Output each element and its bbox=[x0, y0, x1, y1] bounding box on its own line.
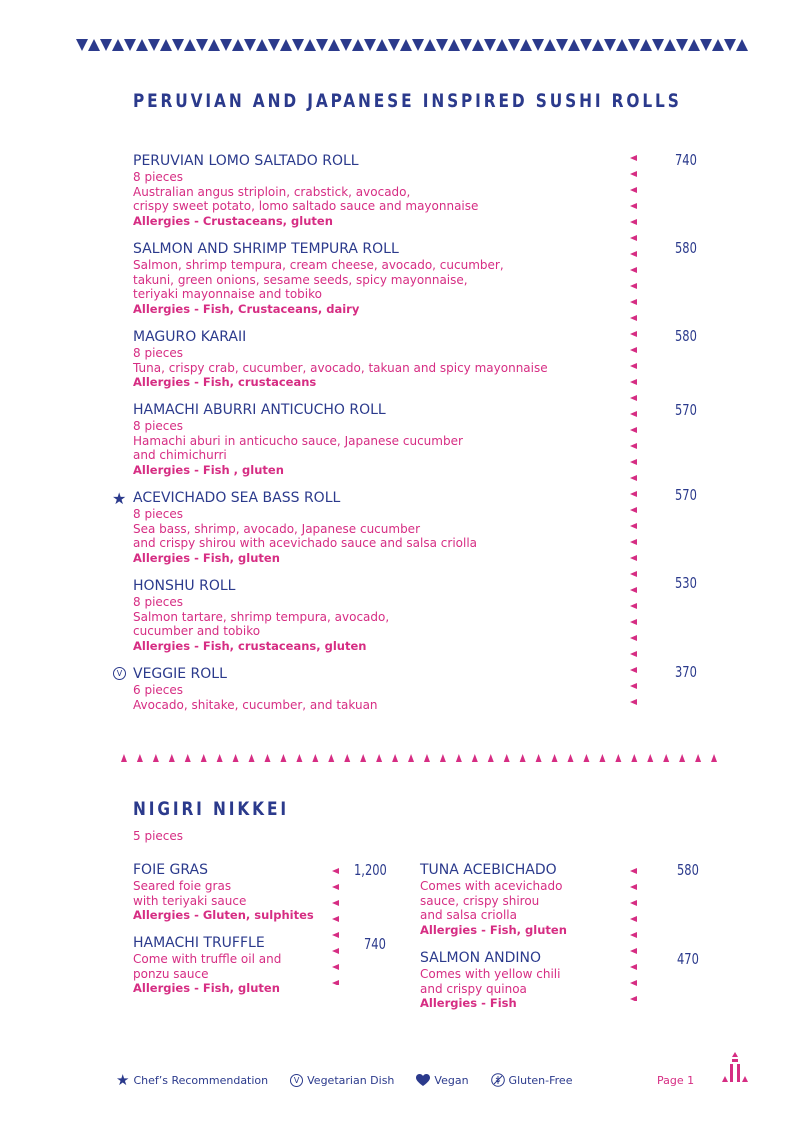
vegetarian-icon: V bbox=[290, 1074, 303, 1087]
top-decorative-border bbox=[76, 38, 748, 52]
item-price: 1,200 bbox=[354, 861, 387, 879]
item-desc: sauce, crispy shirou bbox=[420, 893, 540, 908]
item-name: HAMACHI ABURRI ANTICUCHO ROLL bbox=[133, 402, 386, 418]
brand-logo-icon bbox=[721, 1052, 749, 1084]
item-price: 740 bbox=[364, 935, 386, 953]
item-pieces: 6 pieces bbox=[133, 683, 184, 697]
section-title-nigiri: NIGIRI NIKKEI bbox=[133, 798, 289, 820]
item-name: SALMON ANDINO bbox=[420, 950, 541, 966]
section-title-rolls: PERUVIAN AND JAPANESE INSPIRED SUSHI ROLLS bbox=[133, 90, 682, 112]
item-price: 580 bbox=[675, 239, 697, 257]
item-desc: Tuna, crispy crab, cucumber, avocado, takuan and spicy mayonnaise bbox=[133, 360, 548, 375]
legend-chef bbox=[116, 1071, 268, 1089]
chef-recommendation-star-icon: ★ bbox=[112, 489, 127, 508]
item-name: MAGURO KARAII bbox=[133, 329, 247, 345]
item-desc: Avocado, shitake, cucumber, and takuan bbox=[133, 697, 378, 712]
decorative-arrow-column bbox=[629, 865, 639, 1001]
item-allergy: Allergies - Fish, crustaceans bbox=[133, 375, 317, 390]
item-name: PERUVIAN LOMO SALTADO ROLL bbox=[133, 153, 359, 169]
item-name: HONSHU ROLL bbox=[133, 578, 236, 594]
item-desc: Salmon tartare, shrimp tempura, avocado, bbox=[133, 609, 390, 624]
item-name: HAMACHI TRUFFLE bbox=[133, 935, 265, 951]
item-allergy: Allergies - Fish, gluten bbox=[420, 922, 567, 937]
item-name: TUNA ACEBICHADO bbox=[420, 862, 557, 878]
legend-label: Chef’s Recommendation bbox=[133, 1073, 269, 1087]
legend bbox=[116, 1071, 594, 1089]
item-desc: Seared foie gras bbox=[133, 879, 232, 893]
vegetarian-icon: V bbox=[113, 667, 126, 680]
menu-item bbox=[133, 152, 478, 228]
menu-item bbox=[133, 577, 389, 653]
item-name: ACEVICHADO SEA BASS ROLL bbox=[133, 490, 341, 506]
item-allergy: Allergies - Gluten, sulphites bbox=[133, 908, 314, 923]
menu-item bbox=[420, 949, 560, 1011]
menu-item bbox=[133, 240, 504, 316]
menu-item bbox=[133, 401, 463, 477]
decorative-arrow-column bbox=[629, 152, 639, 712]
legend-label: Vegetarian Dish bbox=[307, 1073, 395, 1087]
legend-gluten-free bbox=[491, 1073, 573, 1087]
item-desc: ponzu sauce bbox=[133, 966, 209, 981]
item-desc: Sea bass, shrimp, avocado, Japanese cucumber bbox=[133, 521, 420, 536]
item-desc: takuni, green onions, sesame seeds, spicy mayonnaise, bbox=[133, 272, 468, 287]
item-pieces: 8 pieces bbox=[133, 346, 184, 360]
item-pieces: 8 pieces bbox=[133, 595, 184, 609]
item-price: 580 bbox=[677, 861, 699, 879]
item-allergy: Allergies - Fish , gluten bbox=[133, 462, 284, 477]
item-price: 530 bbox=[675, 574, 697, 592]
item-desc: Comes with yellow chili bbox=[420, 967, 561, 981]
item-desc: crispy sweet potato, lomo saltado sauce and mayonnaise bbox=[133, 199, 479, 214]
legend-vegan bbox=[416, 1074, 468, 1087]
item-pieces: 8 pieces bbox=[133, 419, 184, 433]
item-allergy: Allergies - Crustaceans, gluten bbox=[133, 213, 333, 228]
item-pieces: 8 pieces bbox=[133, 170, 184, 184]
item-allergy: Allergies - Fish, crustaceans, gluten bbox=[133, 638, 367, 653]
heart-icon bbox=[416, 1074, 430, 1087]
item-pieces: 8 pieces bbox=[133, 507, 184, 521]
item-name: VEGGIE ROLL bbox=[133, 666, 227, 682]
legend-veg bbox=[290, 1074, 394, 1087]
item-desc: Comes with acevichado bbox=[420, 879, 563, 893]
item-desc: and chimichurri bbox=[133, 448, 227, 463]
item-name: FOIE GRAS bbox=[133, 862, 208, 878]
menu-item bbox=[133, 665, 378, 712]
item-price: 470 bbox=[677, 950, 699, 968]
gluten-free-icon bbox=[491, 1073, 505, 1087]
menu-item bbox=[133, 489, 477, 565]
item-desc: cucumber and tobiko bbox=[133, 624, 261, 639]
middle-decorative-border bbox=[116, 753, 722, 763]
legend-label: Vegan bbox=[434, 1073, 469, 1087]
item-desc: with teriyaki sauce bbox=[133, 893, 247, 908]
item-desc: Hamachi aburi in anticucho sauce, Japanese cucumber bbox=[133, 433, 463, 448]
item-desc: and salsa criolla bbox=[420, 908, 517, 923]
star-icon: ★ bbox=[116, 1071, 130, 1089]
item-allergy: Allergies - Fish bbox=[420, 996, 517, 1011]
menu-item bbox=[133, 861, 314, 923]
section-subtitle: 5 pieces bbox=[133, 829, 184, 843]
item-price: 370 bbox=[675, 663, 697, 681]
item-price: 740 bbox=[675, 151, 697, 169]
item-price: 580 bbox=[675, 327, 697, 345]
item-allergy: Allergies - Fish, gluten bbox=[133, 981, 280, 996]
menu-item bbox=[133, 328, 548, 390]
item-desc: and crispy shirou with acevichado sauce and salsa criolla bbox=[133, 536, 478, 551]
item-allergy: Allergies - Fish, Crustaceans, dairy bbox=[133, 301, 360, 316]
item-desc: Australian angus striploin, crabstick, avocado, bbox=[133, 184, 411, 199]
item-desc: teriyaki mayonnaise and tobiko bbox=[133, 287, 322, 302]
item-name: SALMON AND SHRIMP TEMPURA ROLL bbox=[133, 241, 399, 257]
page-number: Page 1 bbox=[657, 1074, 695, 1087]
item-desc: and crispy quinoa bbox=[420, 981, 527, 996]
decorative-arrow-column bbox=[331, 865, 341, 985]
item-price: 570 bbox=[675, 401, 697, 419]
legend-label: Gluten-Free bbox=[508, 1073, 573, 1087]
item-desc: Salmon, shrimp tempura, cream cheese, avocado, cucumber, bbox=[133, 258, 504, 272]
menu-item bbox=[420, 861, 567, 937]
item-allergy: Allergies - Fish, gluten bbox=[133, 550, 280, 565]
item-desc: Come with truffle oil and bbox=[133, 952, 282, 966]
item-price: 570 bbox=[675, 486, 697, 504]
menu-item bbox=[133, 934, 281, 996]
